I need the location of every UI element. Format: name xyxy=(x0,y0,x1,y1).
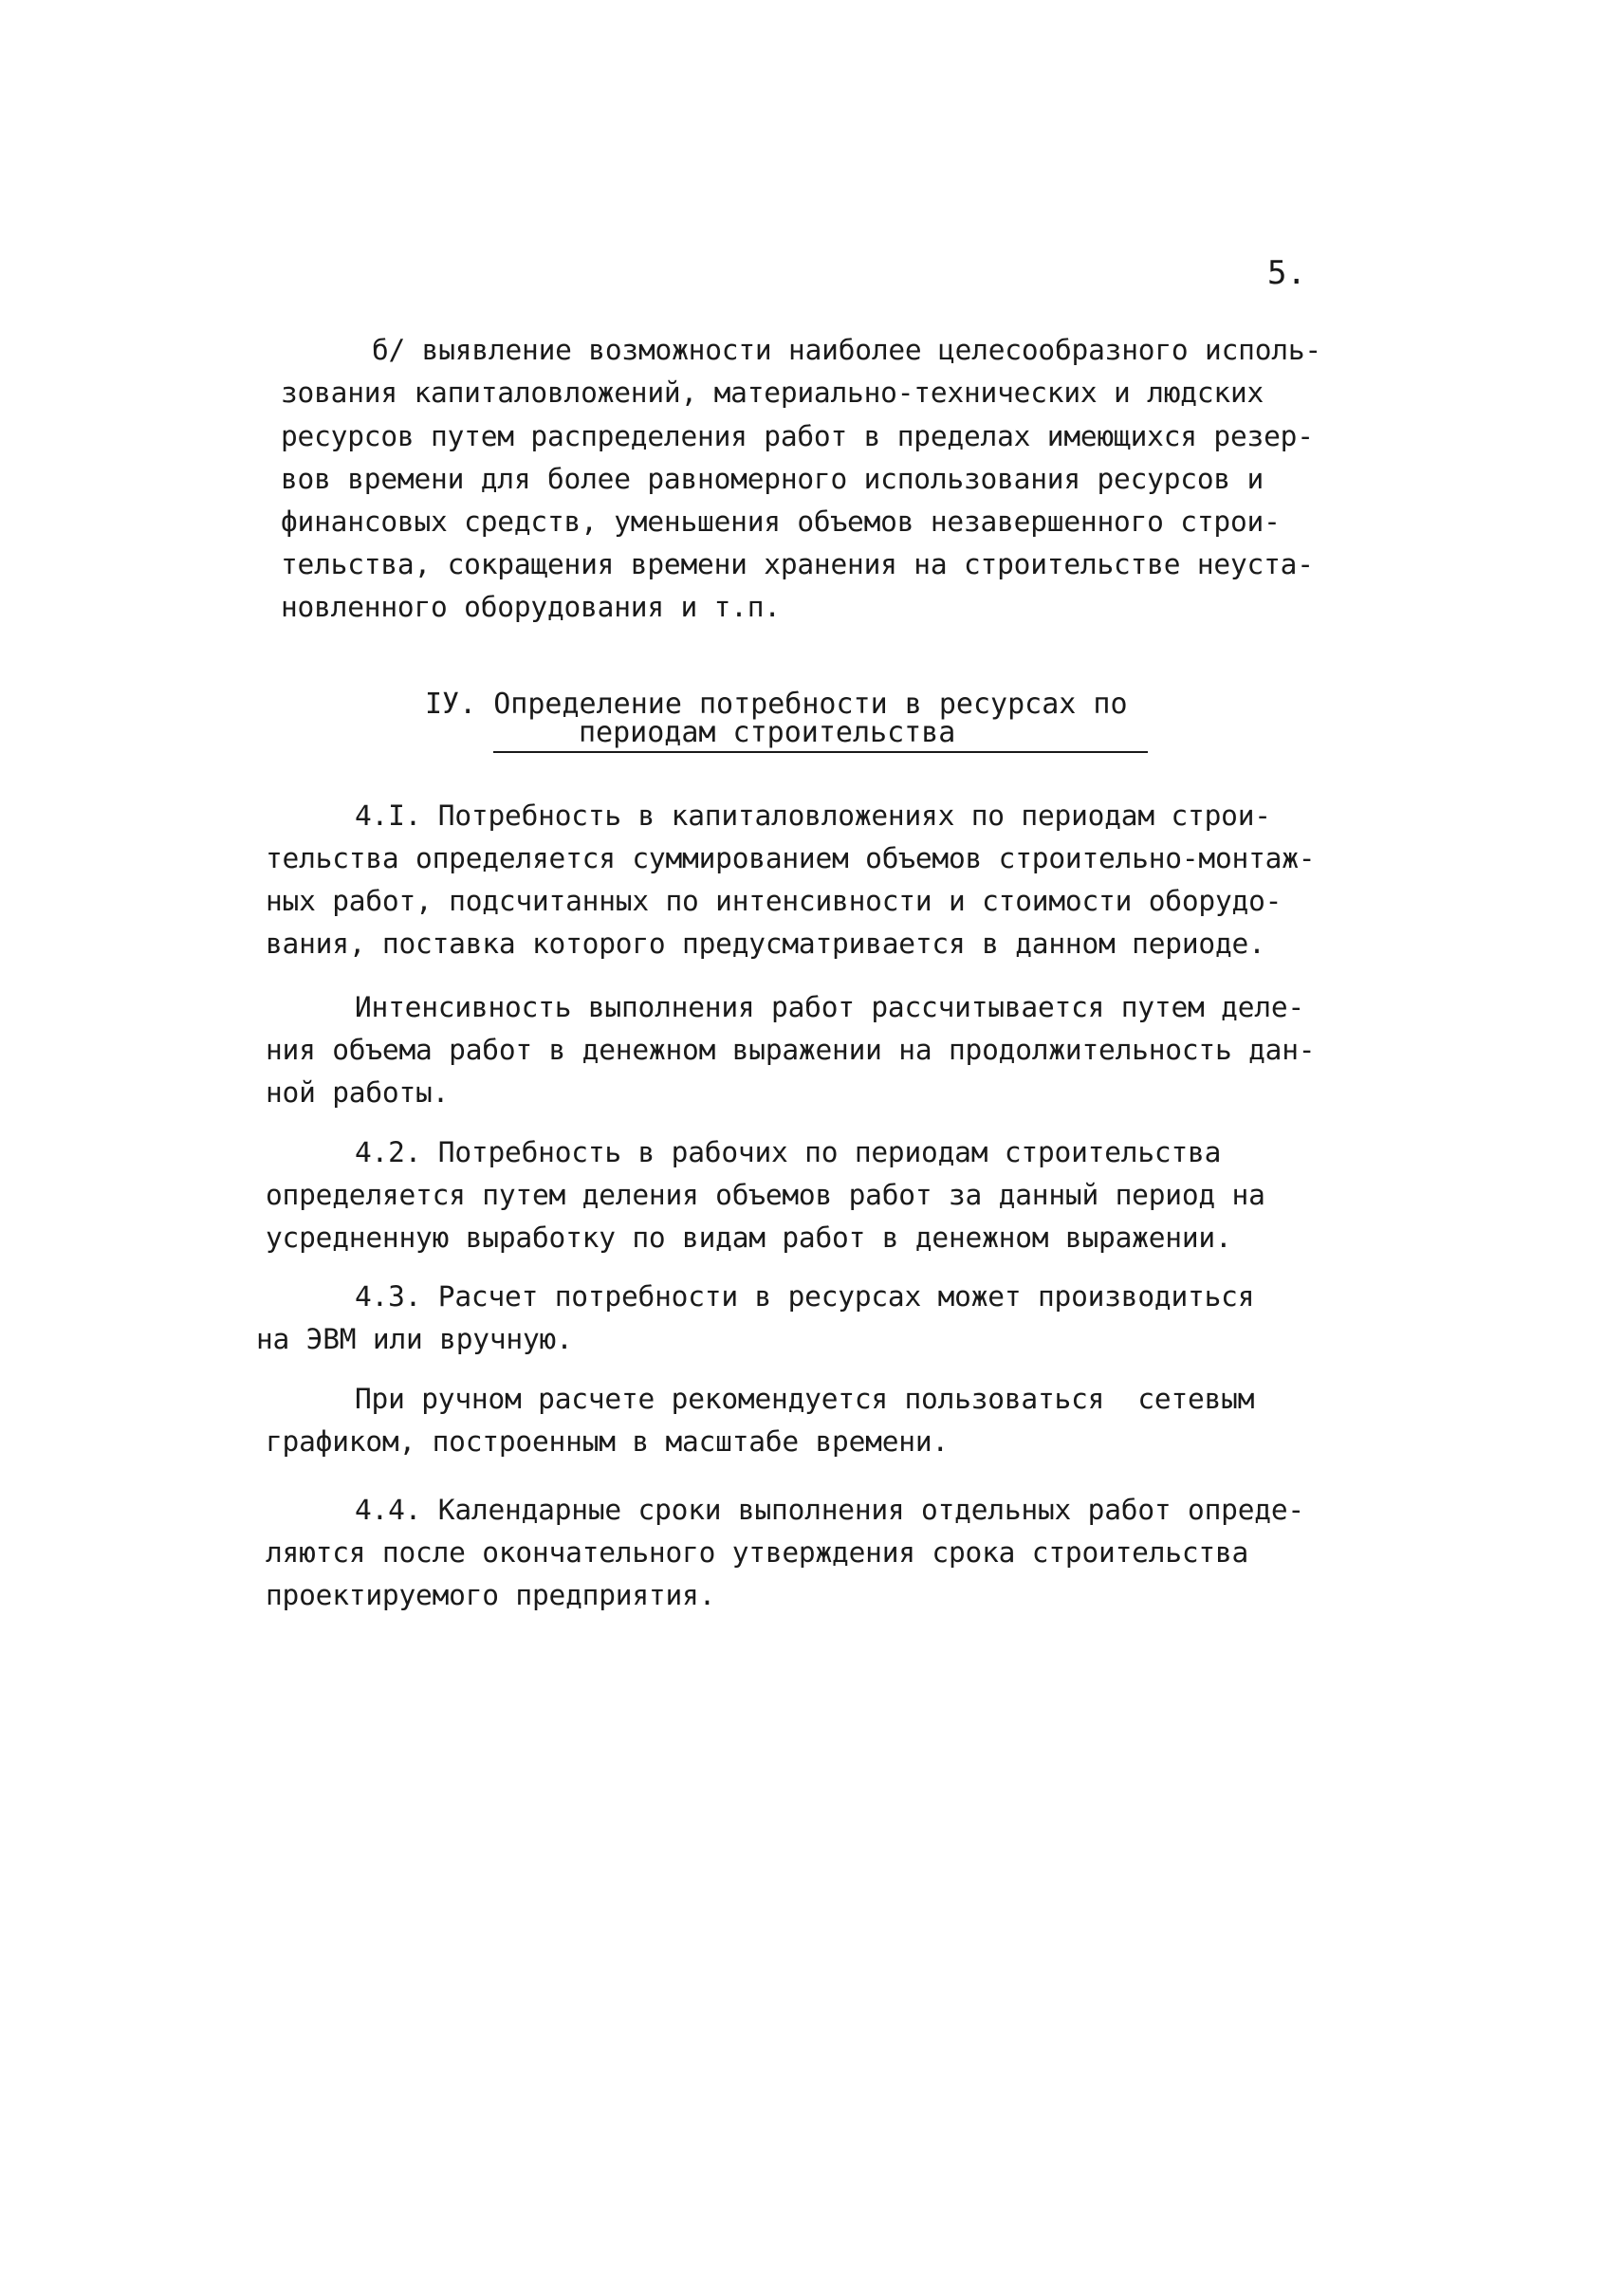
page-number: 5. xyxy=(1267,254,1306,292)
text-line: ресурсов путем распределения работ в пределах имеющихся резер- xyxy=(281,420,1314,452)
text-line: графиком, построенным в масштабе времени. xyxy=(266,1425,949,1458)
text-line: финансовых средств, уменьшения объемов незавершенного строи- xyxy=(281,505,1281,538)
text-line: проектируемого предприятия. xyxy=(266,1579,716,1611)
text-line: 4.4. Календарные сроки выполнения отдельных работ опреде- xyxy=(355,1494,1304,1526)
text-line: зования капиталовложений, материально-технических и людских xyxy=(281,377,1264,409)
text-line: 4.3. Расчет потребности в ресурсах может производиться xyxy=(355,1280,1255,1313)
text-line: б/ выявление возможности наиболее целесообразного исполь- xyxy=(372,334,1321,366)
text-line: 4.I. Потребность в капиталовложениях по периодам строи- xyxy=(355,799,1271,832)
text-line: вания, поставка которого предусматривается в данном периоде. xyxy=(266,928,1265,960)
heading-line-2: периодам строительства xyxy=(579,716,956,749)
text-line: определяется путем деления объемов работ за данный период на xyxy=(266,1179,1265,1211)
text-line: ляются после окончательного утверждения срока строительства xyxy=(266,1536,1249,1569)
text-line: 4.2. Потребность в рабочих по периодам строительства xyxy=(355,1136,1222,1168)
text-line: ной работы. xyxy=(266,1076,450,1109)
text-line: новленного оборудования и т.п. xyxy=(281,591,781,623)
text-line: При ручном расчете рекомендуется пользоваться сетевым xyxy=(355,1383,1255,1415)
text-line: вов времени для более равномерного использования ресурсов и xyxy=(281,463,1264,495)
text-line: на ЭВМ или вручную. xyxy=(256,1323,573,1355)
text-line: ния объема работ в денежном выражении на продолжительность дан- xyxy=(266,1034,1316,1066)
text-line: усредненную выработку по видам работ в денежном выражении. xyxy=(266,1221,1232,1254)
heading-underline xyxy=(493,751,1148,753)
heading-line-1: IУ. Определение потребности в ресурсах по xyxy=(425,688,1128,721)
text-line: тельства, сокращения времени хранения на строительстве неуста- xyxy=(281,548,1314,580)
text-line: Интенсивность выполнения работ рассчитывается путем деле- xyxy=(355,991,1304,1023)
text-line: ных работ, подсчитанных по интенсивности и стоимости оборудо- xyxy=(266,885,1283,917)
text-line: тельства определяется суммированием объемов строительно-монтаж- xyxy=(266,842,1316,874)
